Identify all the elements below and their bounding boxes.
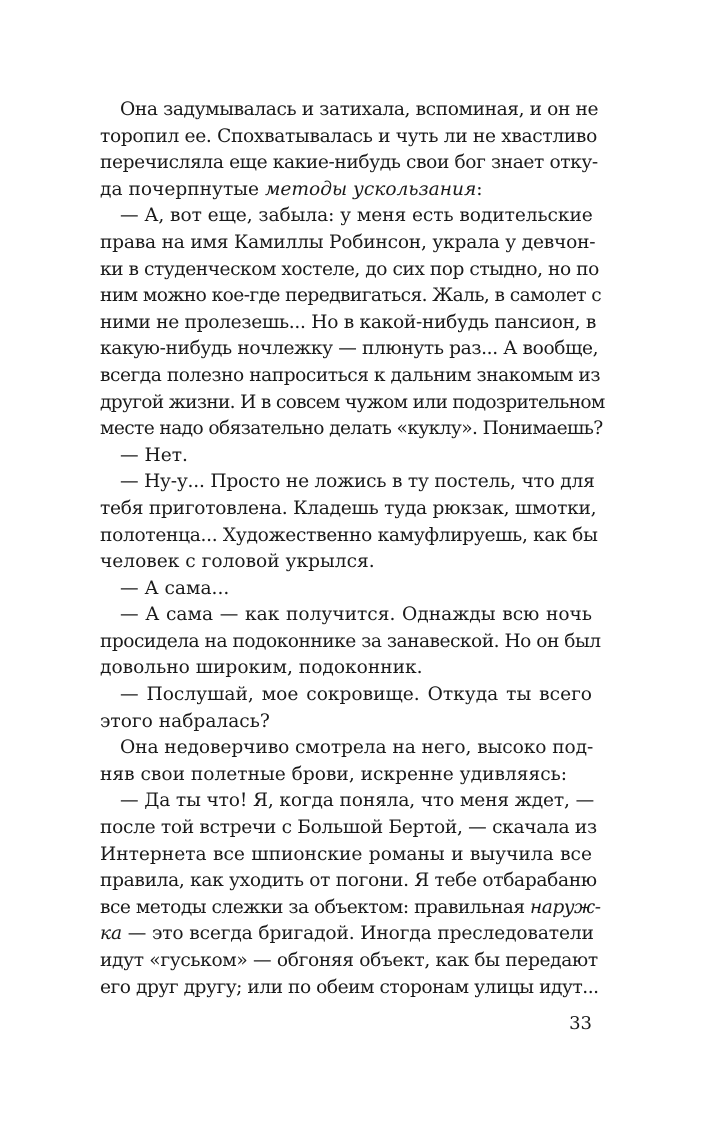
text-line (100, 788, 595, 815)
text-line (100, 150, 598, 177)
text-segment: да почерпнутые (100, 178, 265, 200)
text-segment: Она задумывалась и затихала, вспоминая, и он не (120, 99, 599, 120)
text-line (100, 230, 596, 257)
text-line (100, 443, 592, 470)
text-segment: Она недоверчиво смотрела на него, высоко под- (120, 737, 594, 759)
italic-text: ка (100, 923, 122, 945)
text-segment: идут «гуськом» — обгоняя объект, как бы передают (100, 950, 598, 971)
text-segment: его друг другу; или по обеим сторонам улицы идут... (100, 976, 599, 998)
text-line (100, 576, 592, 603)
text-segment: какую-нибудь ночлежку — плюнуть раз... А вообще, (100, 338, 599, 360)
text-segment: другой жизни. И в совсем чужом или подозрительном (100, 391, 605, 413)
text-segment: права на имя Камиллы Робинсон, украла у девчон- (100, 231, 596, 253)
text-line (100, 203, 592, 230)
page-number: 33 (569, 1013, 592, 1034)
text-line (100, 283, 602, 310)
text-line (100, 363, 601, 390)
text-segment: ними не пролезешь... Но в какой-нибудь пансион, в (100, 311, 597, 333)
text-line (100, 975, 599, 1002)
text-segment: после той встречи с Большой Бертой, — скачала из (100, 817, 597, 839)
text-segment: — А сама — как получится. Однажды всю ночь (120, 604, 592, 626)
text-line (100, 948, 598, 975)
text-segment: ним можно кое-где передвигаться. Жаль, в самолет с (100, 285, 602, 307)
text-segment: ки в студенческом хостеле, до сих пор стыдно, но по (100, 258, 599, 280)
text-line (100, 762, 592, 789)
text-segment: просидела на подоконнике за занавеской. Но он был (100, 630, 601, 652)
text-line (100, 629, 601, 656)
text-segment: — Ну-у... Просто не ложись в ту постель, что для (120, 471, 595, 493)
text-line (100, 416, 603, 443)
text-line (100, 336, 599, 363)
text-line (100, 549, 592, 576)
text-segment: полотенца... Художественно камуфлируешь, как бы (100, 524, 598, 546)
text-segment: : (476, 178, 483, 200)
text-line (100, 842, 592, 869)
text-line (100, 257, 599, 284)
text-line (100, 523, 598, 550)
text-segment: тебя приготовлена. Кладешь туда рюкзак, шмотки, (100, 497, 597, 519)
text-segment: торопил ее. Спохватывалась и чуть ли не хвастливо (100, 125, 597, 147)
text-segment: довольно широким, подоконник. (100, 657, 423, 679)
text-segment: перечисляла еще какие-нибудь свои бог знает отку- (100, 152, 598, 174)
text-segment: — А, вот еще, забыла: у меня есть водительские (120, 205, 593, 227)
text-segment: — это всегда бригадой. Иногда преследователи (121, 923, 594, 945)
text-segment: всегда полезно напроситься к дальним знакомым из (100, 364, 601, 386)
text-segment: человек с головой укрылся. (100, 551, 375, 573)
text-line (100, 310, 597, 337)
text-line (100, 97, 599, 124)
text-line (100, 469, 595, 496)
text-segment: — Да ты что! Я, когда поняла, что меня ждет, — (120, 790, 595, 812)
text-segment: — Нет. (120, 444, 188, 466)
text-line (100, 496, 597, 523)
text-line (100, 895, 601, 922)
text-segment: няв свои полетные брови, искренне удивляясь: (100, 763, 568, 785)
text-line (100, 682, 592, 709)
text-segment: Интернета все шпионские романы и выучила все (100, 843, 592, 865)
text-line (100, 655, 592, 682)
text-line (100, 390, 605, 417)
text-segment: — А сама... (120, 577, 230, 599)
text-line (100, 868, 597, 895)
italic-text: методы ускользания (264, 178, 477, 200)
text-line (100, 709, 592, 736)
text-segment: — Послушай, мое сокровище. Откуда ты всего (120, 684, 593, 706)
text-segment: месте надо обязательно делать «куклу». Понимаешь? (100, 418, 603, 440)
text-segment: правила, как уходить от погони. Я тебе отбарабаню (100, 870, 597, 892)
body-text (100, 97, 605, 1001)
text-line (100, 177, 592, 204)
text-line (100, 921, 592, 948)
text-segment: все методы слежки за объектом: правильная (100, 896, 530, 918)
text-line (100, 735, 592, 762)
italic-text: наруж- (529, 896, 601, 918)
text-line (100, 815, 597, 842)
text-line (100, 124, 597, 151)
text-line (100, 602, 592, 629)
text-segment: этого набралась? (100, 710, 270, 732)
